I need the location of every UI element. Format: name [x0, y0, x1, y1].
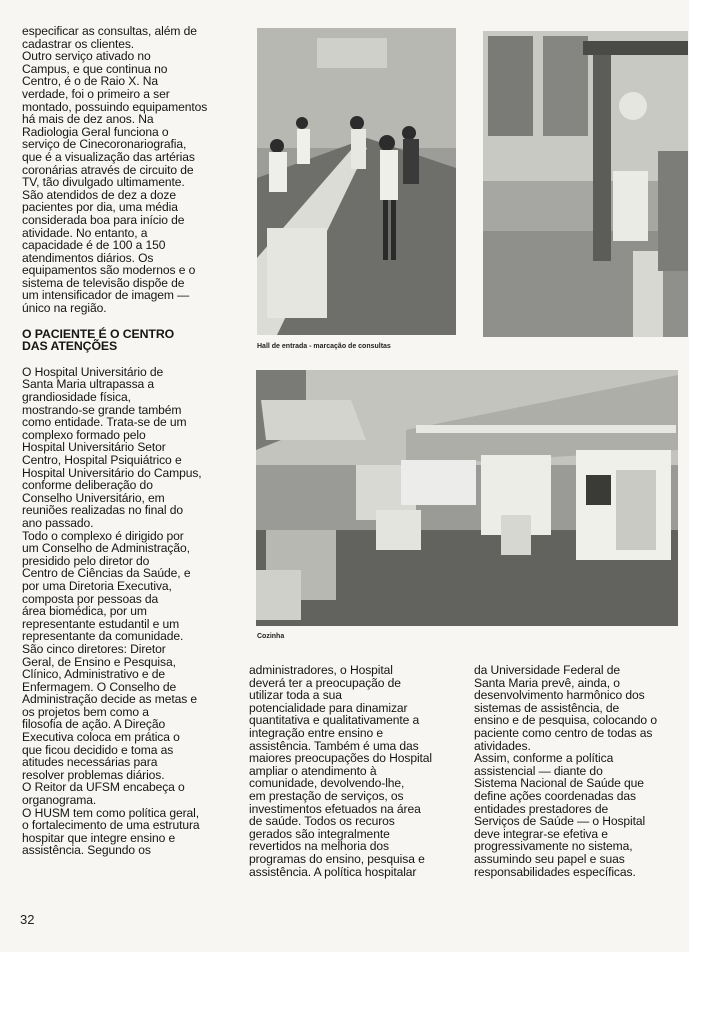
- text-line: Clínico, Administrativo e de: [22, 667, 166, 682]
- text-line: deve integrar-se efetiva e: [474, 826, 608, 841]
- left-column: [22, 25, 232, 857]
- text-line: de saúde. Todos os recuros: [249, 814, 395, 829]
- text-line: complexo formado pelo: [22, 427, 146, 442]
- text-line: São cinco diretores: Diretor: [22, 641, 166, 656]
- text-line: utilizar toda a sua: [249, 688, 342, 703]
- text-line: montado, possuindo equipamentos: [22, 99, 208, 114]
- text-line: deverá ter a preocupação de: [249, 675, 401, 690]
- text-line: conforme deliberação do: [22, 478, 153, 493]
- text-line: investimentos efetuados na área: [249, 801, 421, 816]
- text-line: responsabilidades específicas.: [474, 864, 636, 879]
- caption-reception-hall: Hall de entrada - marcação de consultas: [257, 343, 391, 350]
- text-line: Radiologia Geral funciona o: [22, 124, 169, 139]
- page-number: 32: [20, 912, 35, 927]
- text-line: da Universidade Federal de: [474, 663, 620, 677]
- text-line: organograma.: [22, 793, 97, 808]
- text-line: revertidos na melhoria dos: [249, 839, 389, 854]
- text-line: maiores preocupações do Hospital: [249, 751, 433, 766]
- text-line: Centro, é o de Raio X. Na: [22, 74, 158, 89]
- text-line: Campus, e que continua no: [22, 61, 168, 76]
- text-line: o fortalecimento de uma estrutura: [22, 818, 200, 833]
- text-line: desenvolvimento harmônico dos: [474, 688, 645, 703]
- text-line: administradores, o Hospital: [249, 663, 393, 677]
- text-line: DAS ATENÇÕES: [22, 339, 118, 354]
- text-line: assistência. Segundo os: [22, 843, 151, 858]
- text-line: como entidade. Trata-se de um: [22, 415, 187, 430]
- text-line: único na região.: [22, 301, 107, 316]
- text-line: verdade, foi o primeiro a ser: [22, 86, 170, 101]
- text-line: ano passado.: [22, 515, 94, 530]
- text-line: atividades.: [474, 738, 531, 753]
- section-heading: [22, 328, 232, 353]
- text-line: composta por pessoas da: [22, 591, 159, 606]
- text-line: programas do ensino, pesquisa e: [249, 851, 425, 866]
- text-line: ampliar o atendimento à: [249, 763, 377, 778]
- text-line: um Conselho de Administração,: [22, 541, 190, 556]
- text-line: sistema de televisão dispõe de: [22, 275, 185, 290]
- text-line: assistencial — diante do: [474, 763, 603, 778]
- text-line: O PACIENTE É O CENTRO: [22, 326, 175, 341]
- text-line: Santa Maria ultrapassa a: [22, 377, 155, 392]
- text-line: Sistema Nacional de Saúde que: [474, 776, 644, 791]
- text-line: Administração decide as metas e: [22, 692, 198, 707]
- text-line: atendimentos diários. Os: [22, 250, 154, 265]
- text-line: Outro serviço ativado no: [22, 49, 151, 64]
- text-line: filosofia de ação. A Direção: [22, 717, 166, 732]
- text-line: TV, tão divulgado ultimamente.: [22, 175, 185, 190]
- text-line: Centro, Hospital Psiquiátrico e: [22, 453, 182, 467]
- text-line: Enfermagem. O Conselho de: [22, 679, 177, 694]
- text-line: resolver problemas diários.: [22, 767, 165, 782]
- text-line: define ações coordenadas das: [474, 788, 636, 803]
- text-line: assistência. Também é uma das: [249, 738, 419, 753]
- text-line: em prestação de serviços, os: [249, 788, 404, 803]
- body-paragraph: [22, 366, 232, 857]
- text-line: considerada boa para início de: [22, 212, 185, 227]
- text-line: pacientes por dia, uma média: [22, 200, 178, 215]
- text-line: Hospital Universitário Setor: [22, 440, 166, 455]
- text-line: progressivamente no sistema,: [474, 839, 633, 854]
- text-line: entidades prestadores de: [474, 801, 609, 816]
- text-line: São atendidos de dez a doze: [22, 187, 176, 202]
- text-line: O Reitor da UFSM encabeça o: [22, 780, 185, 795]
- photo-radiology-equipment: [483, 31, 688, 337]
- text-line: Serviços de Saúde — o Hospital: [474, 814, 646, 829]
- photo-kitchen: [256, 370, 678, 626]
- text-line: sistemas de assistência, de: [474, 700, 620, 715]
- text-line: O Hospital Universitário de: [22, 364, 164, 379]
- text-line: os projetos bem como a: [22, 704, 149, 719]
- right-column: [474, 664, 689, 878]
- caption-kitchen: Cozinha: [257, 633, 285, 640]
- text-line: que é a visualização das artérias: [22, 149, 195, 164]
- text-line: presidido pelo diretor do: [22, 553, 150, 568]
- text-line: mostrando-se grande também: [22, 402, 182, 417]
- text-line: atitudes necessárias para: [22, 755, 158, 770]
- text-line: especificar as consultas, além de: [22, 24, 197, 38]
- text-line: reuniões realizadas no final do: [22, 503, 183, 518]
- text-line: grandiosidade física,: [22, 390, 131, 405]
- photo-reception-hall: [257, 28, 456, 335]
- text-line: capacidade é de 100 a 150: [22, 238, 166, 253]
- text-line: atividade. No entanto, a: [22, 225, 148, 240]
- text-line: área biomédica, por um: [22, 604, 147, 619]
- text-line: Centro de Ciências da Saúde, e: [22, 566, 191, 581]
- text-line: potencialidade para dinamizar: [249, 700, 408, 715]
- text-line: assistência. A política hospitalar: [249, 864, 417, 879]
- middle-column: [249, 664, 459, 878]
- text-line: Geral, de Ensino e Pesquisa,: [22, 654, 176, 669]
- text-line: serviço de Cinecoronariografia,: [22, 137, 187, 152]
- text-line: comunidade, devolvendo-lhe,: [249, 776, 405, 791]
- text-line: O HUSM tem como política geral,: [22, 805, 200, 820]
- text-line: equipamentos são modernos e o: [22, 263, 196, 278]
- text-line: que ficou decidido e toma as: [22, 742, 174, 757]
- text-line: Hospital Universitário do Campus,: [22, 465, 202, 480]
- text-line: representante da comunidade.: [22, 629, 184, 644]
- text-line: Assim, conforme a política: [474, 751, 614, 766]
- text-line: há mais de dez anos. Na: [22, 112, 154, 127]
- text-line: representante estudantil e um: [22, 616, 180, 631]
- text-line: por uma Diretoria Executiva,: [22, 578, 172, 593]
- text-line: um intensificador de imagem —: [22, 288, 190, 303]
- text-line: assumindo seu papel e suas: [474, 851, 625, 866]
- text-line: Santa Maria prevê, ainda, o: [474, 675, 620, 690]
- text-line: gerados são integralmente: [249, 826, 390, 841]
- text-line: Executiva coloca em prática o: [22, 730, 180, 745]
- text-line: coronárias através de circuito de: [22, 162, 194, 177]
- text-line: integração entre ensino e: [249, 725, 383, 740]
- text-line: Conselho Universitário, em: [22, 490, 165, 505]
- intro-paragraph: [22, 25, 232, 315]
- text-line: quantitativa e qualitativamente a: [249, 713, 420, 728]
- text-line: Todo o complexo é dirigido por: [22, 528, 184, 543]
- text-line: ensino e de pesquisa, colocando o: [474, 713, 657, 728]
- text-line: cadastrar os clientes.: [22, 36, 135, 51]
- text-line: paciente como centro de todas as: [474, 725, 653, 740]
- text-line: hospitar que integre ensino e: [22, 830, 176, 845]
